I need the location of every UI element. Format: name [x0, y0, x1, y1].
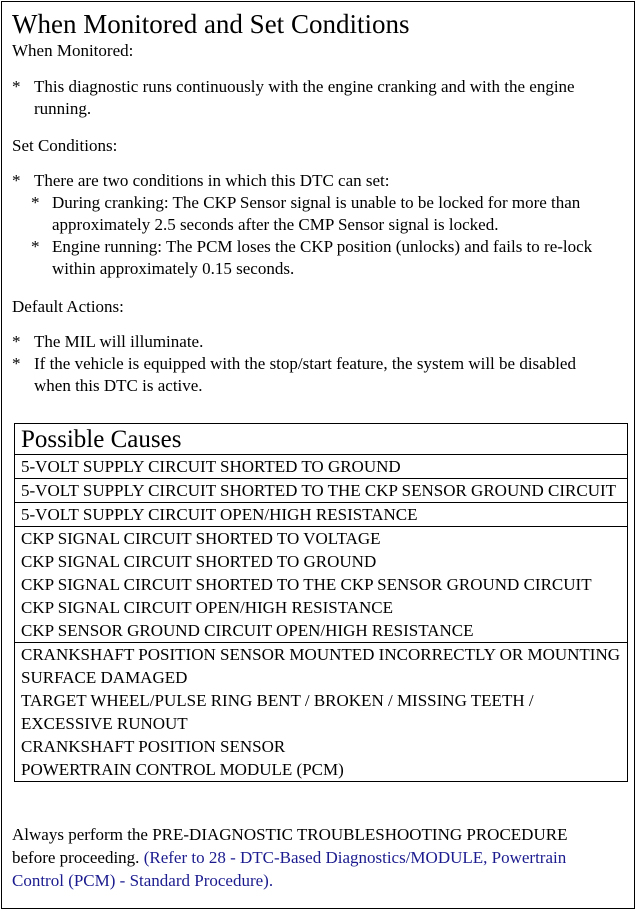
cause-group: [15, 455, 627, 479]
bullet-text: This diagnostic runs continuously with the engine cranking and with the engine running.: [34, 77, 575, 118]
cause-row: CKP SIGNAL CIRCUIT SHORTED TO THE CKP SENSOR GROUND CIRCUIT: [21, 575, 592, 594]
cause-row: CKP SIGNAL CIRCUIT SHORTED TO GROUND: [21, 552, 377, 571]
list-item: [12, 331, 616, 353]
cause-row: 5-VOLT SUPPLY CIRCUIT SHORTED TO GROUND: [21, 457, 401, 476]
bullet-star: *: [12, 171, 21, 190]
procedure-reference-link[interactable]: (Refer to 28 - DTC-Based Diagnostics/MODULE, Powertrain Control (PCM) - Standard Procedure).: [12, 848, 567, 890]
cause-row: POWERTRAIN CONTROL MODULE (PCM): [21, 760, 344, 779]
bullet-text: The MIL will illuminate.: [34, 332, 204, 351]
bullet-text: If the vehicle is equipped with the stop/start feature, the system will be disabled when this DTC is active.: [34, 354, 576, 395]
bullet-star: *: [12, 332, 21, 351]
cause-row: CKP SIGNAL CIRCUIT SHORTED TO VOLTAGE: [21, 529, 381, 548]
page-title: When Monitored and Set Conditions: [12, 9, 410, 39]
document-page: [1, 1, 635, 909]
cause-row: TARGET WHEEL/PULSE RING BENT / BROKEN / MISSING TEETH / EXCESSIVE RUNOUT: [21, 691, 534, 733]
cause-row: 5-VOLT SUPPLY CIRCUIT SHORTED TO THE CKP SENSOR GROUND CIRCUIT: [21, 481, 617, 500]
procedure-note-text: Always perform the PRE-DIAGNOSTIC TROUBLESHOOTING PROCEDURE before proceeding.: [12, 825, 568, 867]
set-conditions-list: [12, 170, 616, 280]
when-monitored-list: [12, 76, 616, 120]
set-conditions-sub-list: [12, 192, 616, 280]
sub-list-container: [12, 192, 616, 280]
bullet-star: *: [12, 354, 21, 373]
bullet-text: There are two conditions in which this DTC can set:: [34, 171, 390, 190]
default-actions-list: [12, 331, 616, 397]
when-monitored-label: When Monitored:: [12, 41, 134, 60]
cause-group: [15, 503, 627, 527]
cause-row: CKP SIGNAL CIRCUIT OPEN/HIGH RESISTANCE: [21, 598, 394, 617]
cause-row: CKP SENSOR GROUND CIRCUIT OPEN/HIGH RESISTANCE: [21, 621, 474, 640]
list-item: [12, 76, 616, 120]
cause-row: CRANKSHAFT POSITION SENSOR MOUNTED INCORRECTLY OR MOUNTING SURFACE DAMAGED: [21, 645, 621, 687]
list-item: [12, 353, 616, 397]
possible-causes-header: Possible Causes: [15, 424, 627, 455]
bullet-star: *: [31, 237, 40, 256]
cause-group: [15, 479, 627, 503]
default-actions-label: Default Actions:: [12, 297, 124, 316]
bullet-text: During cranking: The CKP Sensor signal is unable to be locked for more than approximately 2.5 seconds after the CMP Sensor signal is locked.: [52, 193, 581, 234]
set-conditions-label: Set Conditions:: [12, 136, 118, 155]
bullet-star: *: [31, 193, 40, 212]
possible-causes-table: [14, 423, 628, 782]
list-item: [12, 170, 616, 192]
list-item: [12, 236, 616, 280]
bullet-text: Engine running: The PCM loses the CKP position (unlocks) and fails to re-lock within approximately 0.15 seconds.: [52, 237, 593, 278]
cause-group: [15, 643, 627, 781]
procedure-note: [12, 823, 614, 892]
list-item: [12, 192, 616, 236]
bullet-star: *: [12, 77, 21, 96]
cause-row: 5-VOLT SUPPLY CIRCUIT OPEN/HIGH RESISTANCE: [21, 505, 418, 524]
cause-group: [15, 527, 627, 643]
cause-row: CRANKSHAFT POSITION SENSOR: [21, 737, 286, 756]
